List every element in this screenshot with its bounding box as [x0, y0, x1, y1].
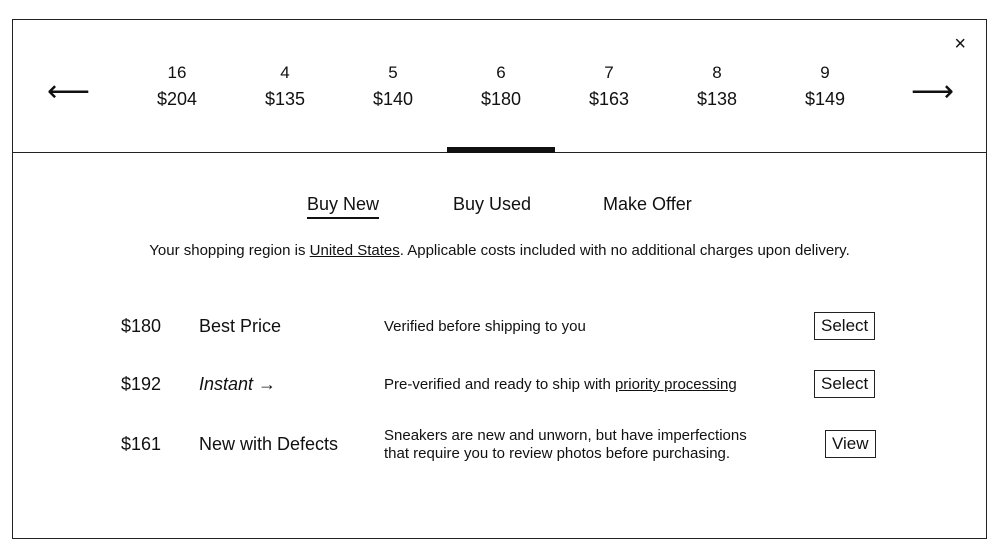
offer-description — [384, 427, 804, 463]
tab-make-offer[interactable]: Make Offer — [603, 194, 692, 214]
size-value: 16 — [167, 63, 187, 82]
desc-line2: that require you to review photos before purchasing. — [384, 445, 731, 462]
size-option[interactable] — [123, 62, 231, 112]
region-notice — [13, 242, 986, 259]
size-value: 7 — [604, 63, 614, 82]
region-link[interactable]: United States — [309, 242, 400, 259]
notice-prefix: Your shopping region is — [149, 242, 310, 259]
size-price-modal — [12, 19, 987, 539]
selected-size-indicator — [447, 147, 555, 153]
size-value: 6 — [496, 63, 506, 82]
desc-line1: Sneakers are new and unworn, but have imperfections — [384, 427, 747, 444]
size-price: $140 — [372, 89, 414, 109]
size-list — [123, 62, 879, 112]
size-selector-bar — [13, 20, 986, 153]
view-button[interactable]: View — [825, 430, 876, 458]
size-price: $135 — [264, 89, 306, 109]
size-option[interactable] — [771, 62, 879, 112]
desc-prefix: Pre-verified and ready to ship with — [384, 376, 615, 393]
offer-price: $161 — [121, 434, 162, 454]
notice-suffix: . Applicable costs included with no additional charges upon delivery. — [399, 242, 850, 259]
size-option[interactable] — [339, 62, 447, 112]
size-value: 4 — [280, 63, 290, 82]
size-option-selected[interactable] — [447, 62, 555, 112]
select-button[interactable]: Select — [814, 370, 875, 398]
size-option[interactable] — [231, 62, 339, 112]
offer-label: New with Defects — [199, 434, 339, 454]
size-value: 8 — [712, 63, 722, 82]
offer-price: $192 — [121, 374, 162, 394]
offer-label-instant: Instant → — [199, 374, 277, 394]
size-option[interactable] — [663, 62, 771, 112]
select-button[interactable]: Select — [814, 312, 875, 340]
size-price: $149 — [804, 89, 846, 109]
size-price: $180 — [480, 89, 522, 109]
offer-price: $180 — [121, 316, 162, 336]
close-icon[interactable]: × — [954, 33, 966, 55]
arrow-right-icon[interactable]: ⟶ — [910, 74, 954, 109]
offer-description: Verified before shipping to you — [384, 318, 586, 335]
tab-buy-new[interactable]: Buy New — [307, 192, 379, 219]
size-price: $138 — [696, 89, 738, 109]
priority-processing-link[interactable]: priority processing — [614, 376, 737, 393]
size-price: $204 — [156, 89, 198, 109]
offer-label: Best Price — [199, 316, 282, 336]
size-value: 9 — [820, 63, 830, 82]
size-value: 5 — [388, 63, 398, 82]
arrow-left-icon[interactable]: ⟵ — [47, 74, 91, 109]
size-price: $163 — [588, 89, 630, 109]
size-option[interactable] — [555, 62, 663, 112]
offer-description — [384, 376, 804, 394]
tab-buy-used[interactable]: Buy Used — [453, 194, 532, 214]
